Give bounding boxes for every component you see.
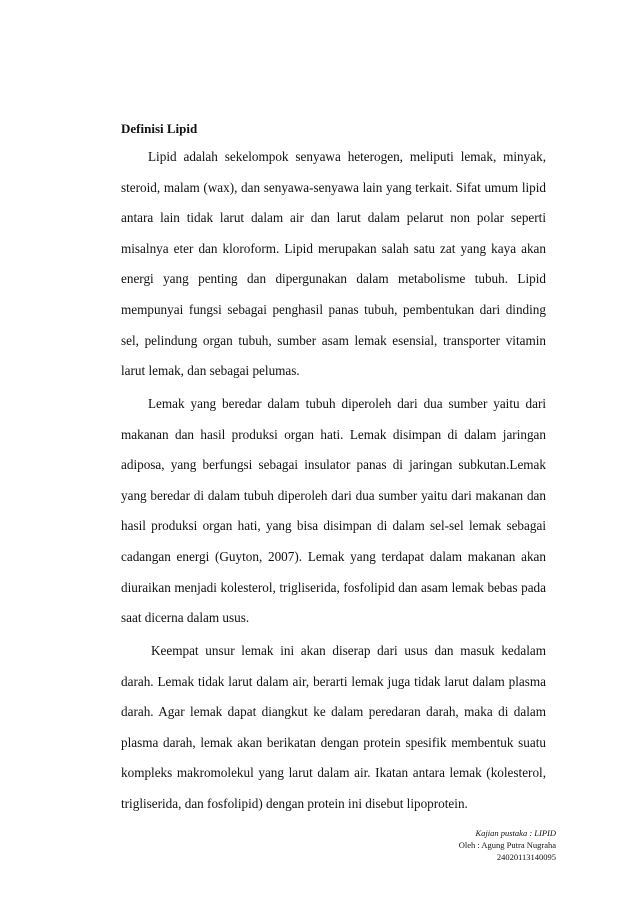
paragraph-2: Lemak yang beredar dalam tubuh diperoleh dari dua sumber yaitu dari makanan dan hasil produksi organ hati. Lemak disimpan di dalam jaringan adiposa, yang berfungsi sebagai insulator panas di jaringan subkutan.Lemak yang beredar di dalam tubuh diperoleh dari dua sumber yaitu dari makanan dan hasil produksi organ hati, yang bisa disimpan di dalam sel-sel lemak sebagai cadangan energi (Guyton, 2007). Lemak yang terdapat dalam makanan akan diuraikan menjadi kolesterol, trigliserida, fosfolipid dan asam lemak bebas pada saat dicerna dalam usus.	[121, 396, 546, 626]
section-heading: Definisi Lipid	[121, 121, 198, 136]
footer-title: Kajian pustaka : LIPID	[475, 828, 556, 838]
paragraph-1: Lipid adalah sekelompok senyawa heterogen, meliputi lemak, minyak, steroid, malam (wax), dan senyawa-senyawa lain yang terkait. Sifat umum lipid antara lain tidak larut dalam air dan larut dalam pelarut non polar seperti misalnya eter dan kloroform. Lipid merupakan salah satu zat yang kaya akan energi yang penting dan dipergunakan dalam metabolisme tubuh. Lipid mempunyai fungsi sebagai penghasil panas tubuh, pembentukan dari dinding sel, pelindung organ tubuh, sumber asam lemak esensial, transporter vitamin larut lemak, dan sebagai pelumas.	[121, 149, 546, 379]
footer-author: Oleh : Agung Putra Nugraha	[458, 840, 556, 850]
paragraph-3: Keempat unsur lemak ini akan diserap dari usus dan masuk kedalam darah. Lemak tidak larut dalam air, berarti lemak juga tidak larut dalam plasma darah. Agar lemak dapat diangkut ke dalam peredaran darah, maka di dalam plasma darah, lemak akan berikatan dengan protein spesifik membentuk suatu kompleks makromolekul yang larut dalam air. Ikatan antara lemak (kolesterol, trigliserida, dan fosfolipid) dengan protein ini disebut lipoprotein.	[121, 643, 546, 811]
footer-id-number: 24020113140095	[496, 852, 556, 862]
page-footer	[459, 827, 556, 863]
